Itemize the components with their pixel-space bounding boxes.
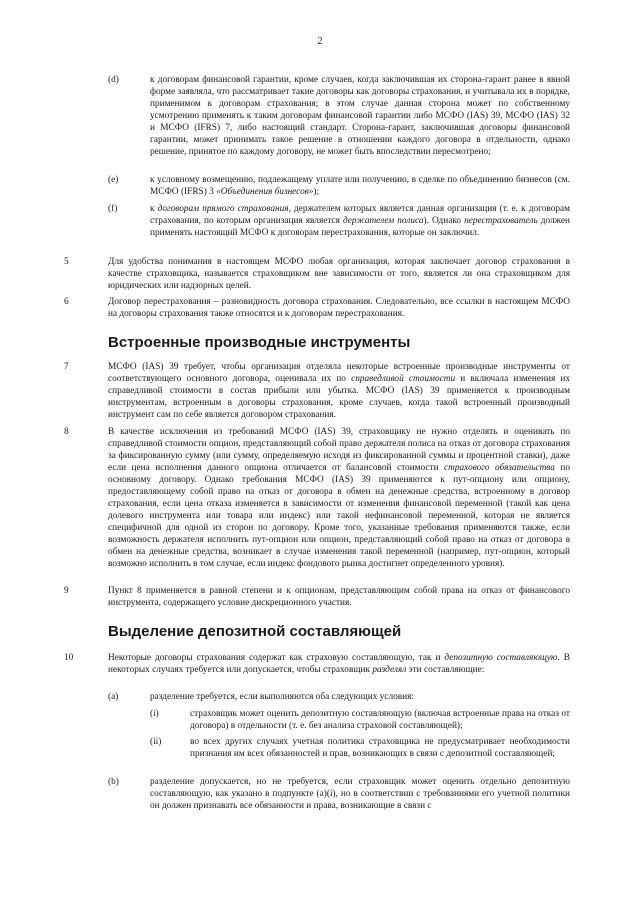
paragraph-6: Договор перестрахования – разновидность договора страхования. Следовательно, все ссылки в настоящем МСФО на договоры страхования также относятся и к договорам перестрахования. [108, 297, 570, 319]
text-part: эти составляющие: [406, 665, 485, 675]
list-item-a-text: разделение требуется, если выполняются оба следующих условия: [150, 692, 415, 702]
list-item-e-italic: «Объединения бизнесов» [216, 187, 314, 197]
italic-term: перестрахователь [464, 216, 538, 226]
text-part: . В некоторых случаях требуется или допускается, чтобы страховщик [108, 653, 570, 675]
text-part: , держателем которых является данная организация (т. е. к договорам страхования, по которым организация является [150, 204, 570, 226]
text-part: и включала изменения их справедливой стоимости в состав прибыли или убытка. МСФО (IAS) 39 применяется к производным инструментам, встроенным в договоры страхования, кроме случаев, когда такой встроенный производный инструмент сам по себе является договором страхования. [108, 374, 571, 420]
text-part: Некоторые договоры страхования содержат как страховую составляющую, так и [108, 653, 445, 663]
italic-term: держателем полиса [342, 216, 424, 226]
list-label-f: (f) [108, 204, 118, 214]
paragraph-5: Для удобства понимания в настоящем МСФО любая организация, которая заключает договор страхования в качестве страховщика, называется страховщиком вне зависимости от того, является ли она страховщиком для юридических или надзорных целей. [108, 257, 570, 291]
list-item-a-i-text: страховщик может оценить депозитную составляющую (включая встроенные права на отказ от договора) в отдельности (т. е. без анализа страховой составляющей); [190, 709, 570, 731]
paragraph-8 [108, 426, 570, 570]
list-item-e-part: к условному возмещению, подлежащему уплате или получению, в сделке по объединению бизнесов (см. МСФО (IFRS) 3 [150, 175, 570, 197]
text-part: к [150, 204, 158, 214]
italic-term: договорам прямого страхования [157, 204, 289, 214]
paragraph-number-6: 6 [64, 297, 69, 307]
list-item-d-text: к договорам финансовой гарантии, кроме случаев, когда заключившая их сторона-гарант ранее в явной форме заявляла, что рассматривает такие договоры как договоры страхования, и учитывала их в порядке, применимом к договорам страхования; в этом случае данная сторона может по собственному усмотрению применять к таким договорам финансовой гарантии либо МСФО (IAS) 39, МСФО (IAS) 32 и МСФО (IFRS) 7, либо настоящий стандарт. Сторона-гарант, заключившая договоры финансовой гарантии, может принимать такое решение в отношении каждого договора в отдельности, однако решение, принятое по каждому договору, не может быть впоследствии пересмотрено; [150, 75, 570, 157]
list-item-a-ii-text: во всех других случаях учетная политика страховщика не предусматривает необходимости признания им всех обязанностей и прав, возникающих в связи с депозитной составляющей; [190, 737, 570, 759]
italic-term: разделял [372, 665, 407, 675]
list-item-e-end: ); [313, 187, 320, 197]
paragraph-9: Пункт 8 применяется в равной степени и к опционам, представляющим собой права на отказ от финансового инструмента, содержащего условие дискреционного участия. [108, 586, 570, 608]
italic-term: справедливой стоимости [351, 374, 456, 384]
list-item-e-text [150, 174, 570, 198]
list-label-a-ii: (ii) [150, 737, 162, 747]
list-label-e: (e) [108, 175, 119, 185]
section-heading-embedded-derivatives: Встроенные производные инструменты [108, 334, 411, 351]
section-heading-deposit-component: Выделение депозитной составляющей [108, 623, 402, 640]
text-part: МСФО (IAS) 39 требует, чтобы организация отделяла некоторые встроенные производные инструменты от соответствующего основного договора, оценивала их по [108, 362, 570, 384]
list-item-f-text [150, 203, 570, 239]
paragraph-number-10: 10 [64, 653, 74, 663]
italic-term: страхового обязательства [444, 463, 555, 473]
paragraph-number-9: 9 [64, 586, 69, 596]
text-part: по основному договору. Однако требования МСФО (IAS) 39 применяются к пут-опциону или опциону, предоставляющему собой право на отказ от договора в обмен на денежные средства, встроенному в договор страхования, если цена отказа изменяется в зависимости от изменения финансовой переменной (такой как цена долевого инструмента или товара или индекс) или такой нефинансовой переменной, которая не является специфичной для одной из сторон по договору. Кроме того, указанные требования применяются также, если возможность держателя исполнить пут-опцион или опцион, представляющий собой право на отказ от договора в обмен на денежные средства, возникает в случае изменения такой переменной (например, пут-опцион, который возможно исполнить в том случае, если индекс фондового рынка достигнет определенного уровня). [108, 463, 570, 569]
paragraph-number-7: 7 [64, 362, 69, 372]
list-label-b: (b) [108, 777, 119, 787]
text-part: ). Однако [423, 216, 465, 226]
paragraph-10 [108, 652, 570, 676]
list-label-d: (d) [108, 75, 119, 85]
page-number: 2 [317, 36, 323, 47]
list-label-a: (a) [108, 692, 119, 702]
text-part: должен применять настоящий МСФО к договорам перестрахования, которые он заключил. [150, 216, 571, 238]
list-label-a-i: (i) [150, 709, 159, 719]
paragraph-number-5: 5 [64, 257, 69, 267]
italic-term: депозитную составляющую [444, 653, 558, 663]
list-item-b-text: разделение допускается, но не требуется, если страховщик может оценить отдельно депозитную составляющую, как указано в подпункте (a)(i), но в соответствии с требованиями его учетной политики он должен признавать все обязанности и права, возникающие в связи с [150, 777, 570, 811]
paragraph-number-8: 8 [64, 427, 69, 437]
text-part: В качестве исключения из требований МСФО (IAS) 39, страховщику не нужно отделять и оценивать по справедливой стоимости опцион, представляющий собой право держателя полиса на отказ от договора страхования за фиксированную сумму (или сумму, определяемую исходя из фиксированной суммы и процентной ставки), даже если цена исполнения данного опциона отличается от балансовой стоимости [108, 427, 570, 473]
paragraph-7 [108, 361, 570, 421]
